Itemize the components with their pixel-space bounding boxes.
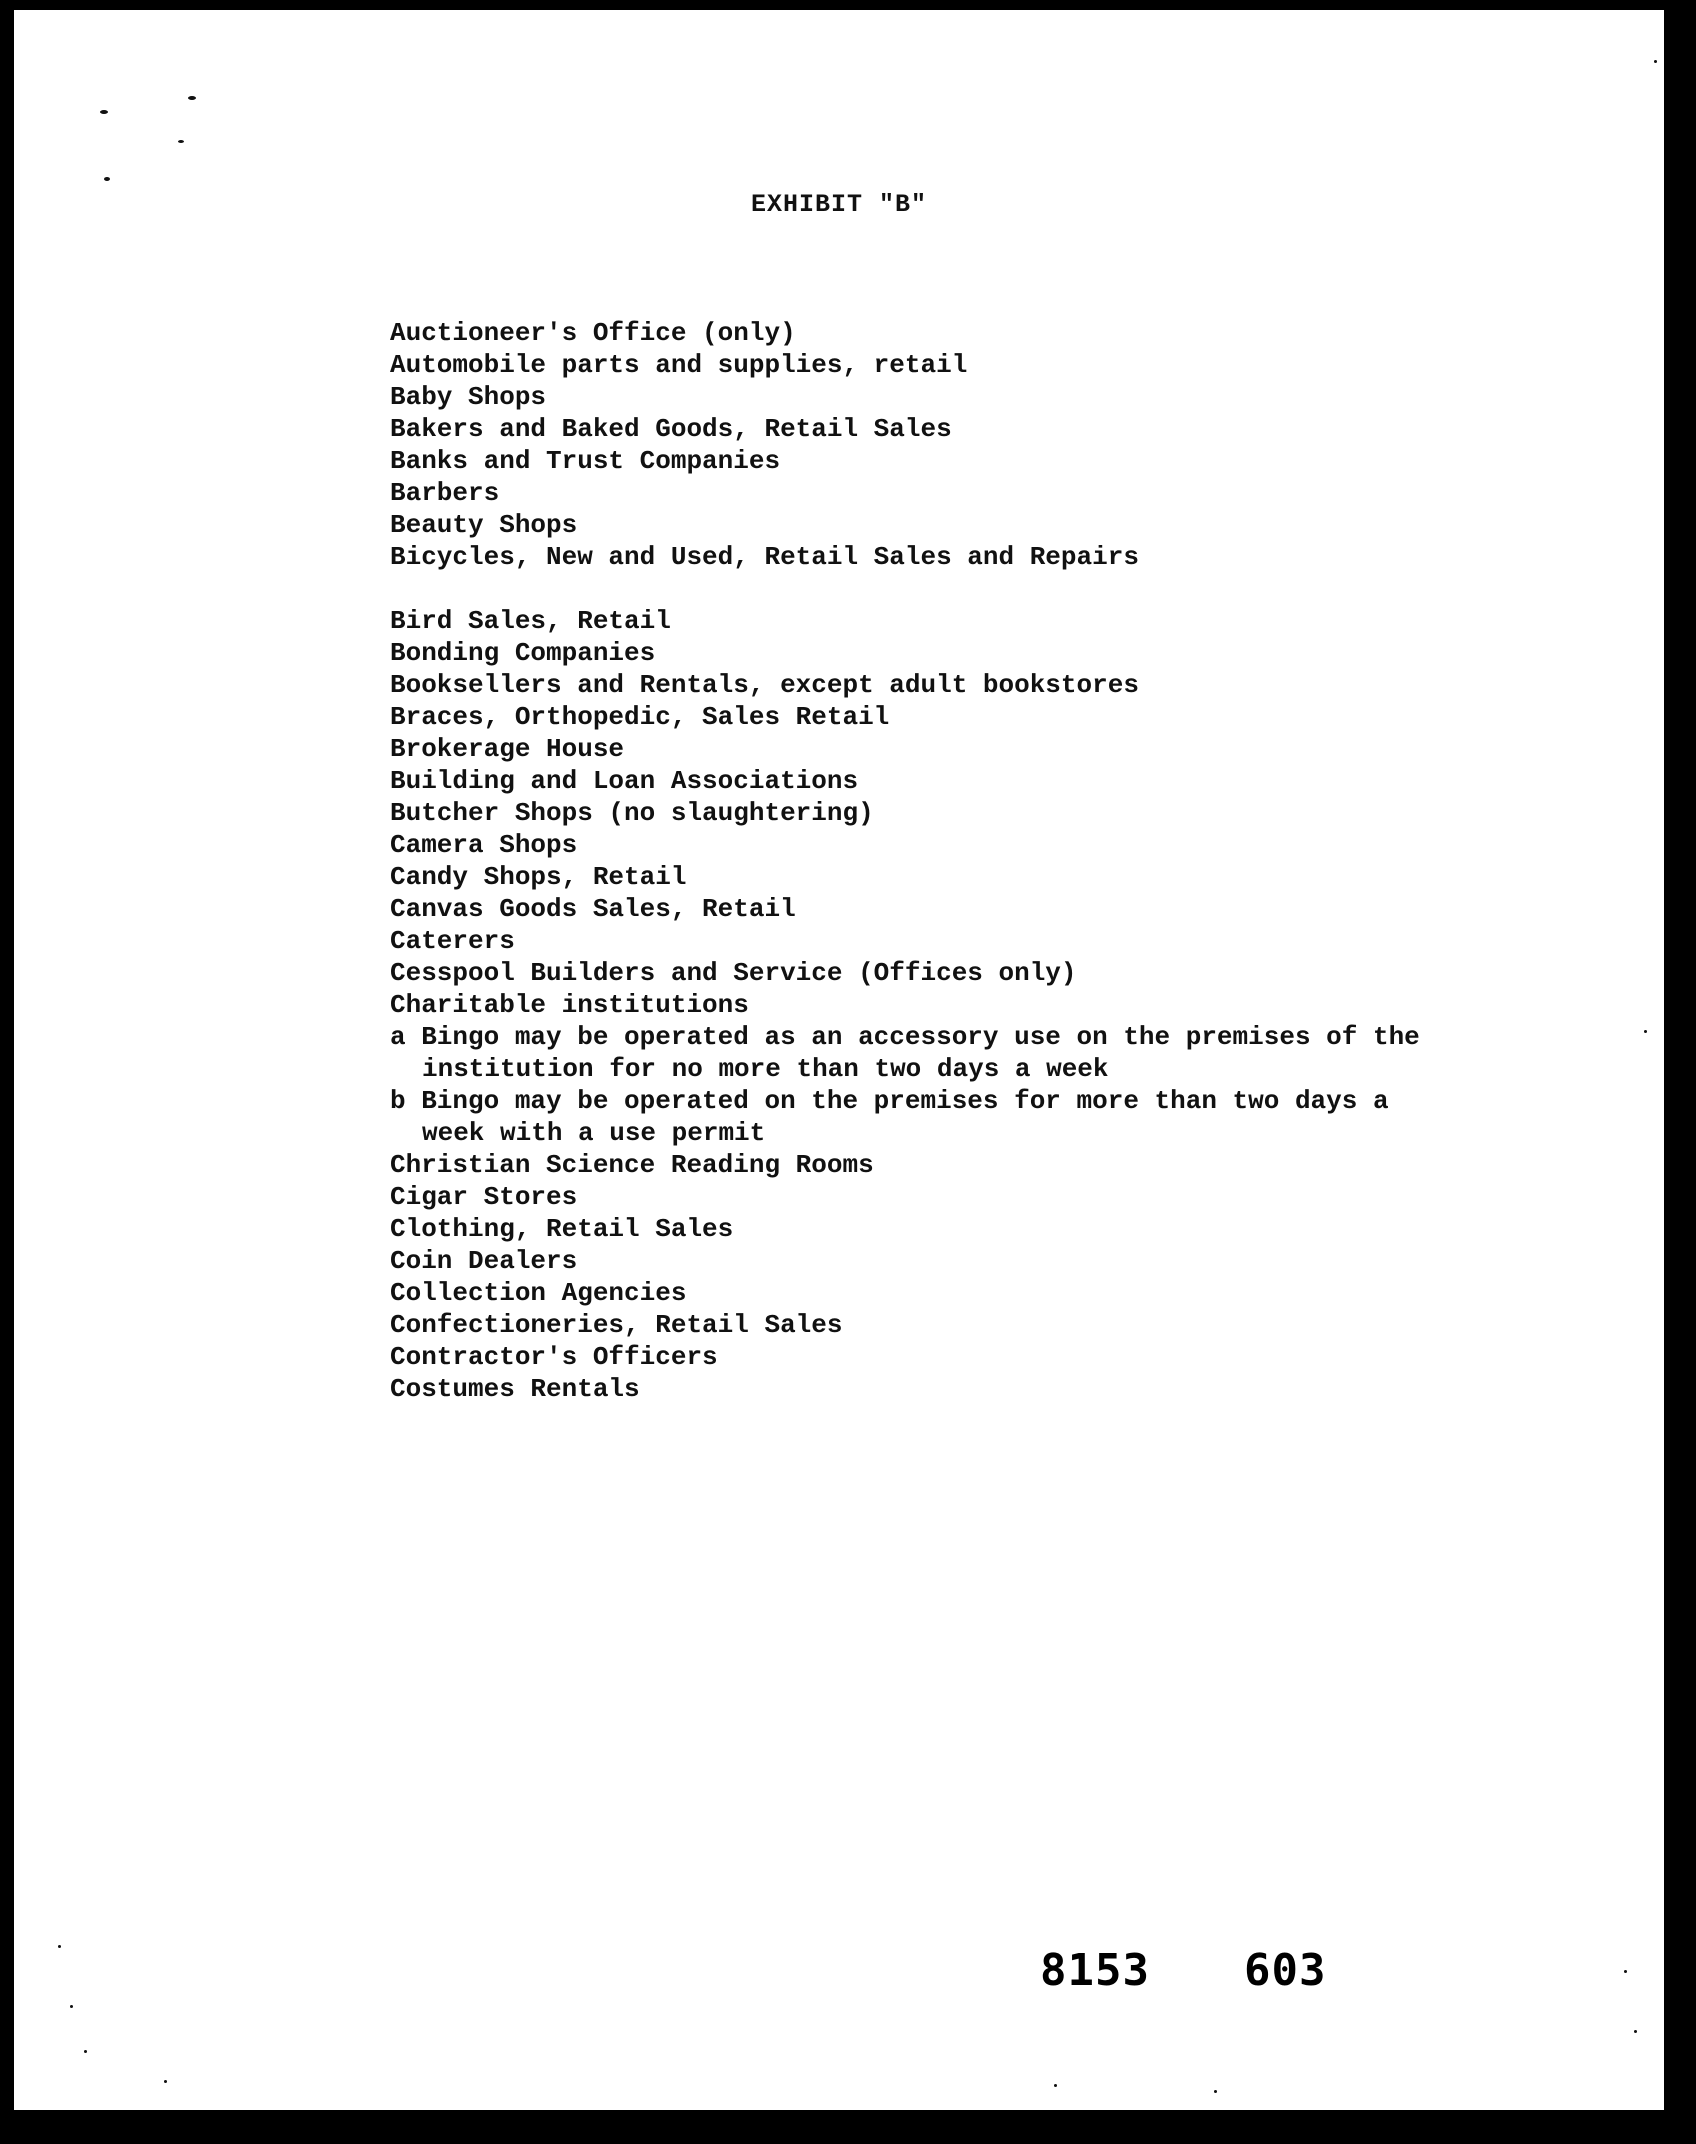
list-item: Brokerage House [390, 734, 625, 764]
scan-speck [104, 177, 110, 181]
list-item: Bird Sales, Retail [390, 606, 671, 636]
permitted-uses-list [390, 317, 1420, 1405]
list-item: Cesspool Builders and Service (Offices only) [390, 958, 1077, 988]
scan-speck [1214, 2090, 1217, 2093]
list-item: Building and Loan Associations [390, 766, 859, 796]
list-item: Butcher Shops (no slaughtering) [390, 798, 874, 828]
page-number-stamp: 603 [1244, 1945, 1327, 1996]
list-item: Confectioneries, Retail Sales [390, 1310, 843, 1340]
list-item: Baby Shops [390, 382, 547, 412]
book-number-stamp: 8153 [1040, 1945, 1150, 1996]
document-page [14, 10, 1664, 2110]
scan-speck [1054, 2084, 1057, 2087]
list-item: Caterers [390, 926, 515, 956]
sub-item-b: b Bingo may be operated on the premises for more than two days a [390, 1086, 1389, 1116]
list-item: Beauty Shops [390, 510, 578, 540]
list-item: Camera Shops [390, 830, 578, 860]
list-item: Barbers [390, 478, 500, 508]
list-item: Canvas Goods Sales, Retail [390, 894, 796, 924]
list-item: Braces, Orthopedic, Sales Retail [390, 702, 890, 732]
list-item: Bonding Companies [390, 638, 656, 668]
scan-speck [100, 110, 108, 114]
scan-speck [84, 2050, 87, 2053]
list-item: Costumes Rentals [390, 1374, 640, 1404]
sub-item-a: a Bingo may be operated as an accessory use on the premises of the [390, 1022, 1420, 1052]
scan-speck [178, 140, 184, 143]
list-item: Booksellers and Rentals, except adult bookstores [390, 670, 1139, 700]
list-item: Bicycles, New and Used, Retail Sales and Repairs [390, 542, 1139, 572]
scan-speck [58, 1945, 61, 1948]
sub-item-a-continued: institution for no more than two days a week [422, 1054, 1109, 1084]
scan-speck [70, 2005, 73, 2008]
list-item: Auctioneer's Office (only) [390, 318, 796, 348]
list-item: Charitable institutions [390, 990, 749, 1020]
scan-speck [1624, 1970, 1627, 1973]
list-item: Contractor's Officers [390, 1342, 718, 1372]
list-item: Automobile parts and supplies, retail [390, 350, 968, 380]
exhibit-title: EXHIBIT "B" [750, 190, 928, 219]
list-item: Collection Agencies [390, 1278, 687, 1308]
scan-speck [188, 96, 196, 100]
list-item: Candy Shops, Retail [390, 862, 687, 892]
scan-speck [1634, 2030, 1637, 2033]
scan-speck [1644, 1030, 1647, 1033]
scan-speck [164, 2080, 167, 2083]
sub-item-b-continued: week with a use permit [422, 1118, 766, 1148]
list-item: Christian Science Reading Rooms [390, 1150, 874, 1180]
list-item: Cigar Stores [390, 1182, 578, 1212]
list-item: Bakers and Baked Goods, Retail Sales [390, 414, 952, 444]
list-item: Coin Dealers [390, 1246, 578, 1276]
list-item: Banks and Trust Companies [390, 446, 781, 476]
list-item: Clothing, Retail Sales [390, 1214, 734, 1244]
scan-speck [1654, 60, 1657, 63]
